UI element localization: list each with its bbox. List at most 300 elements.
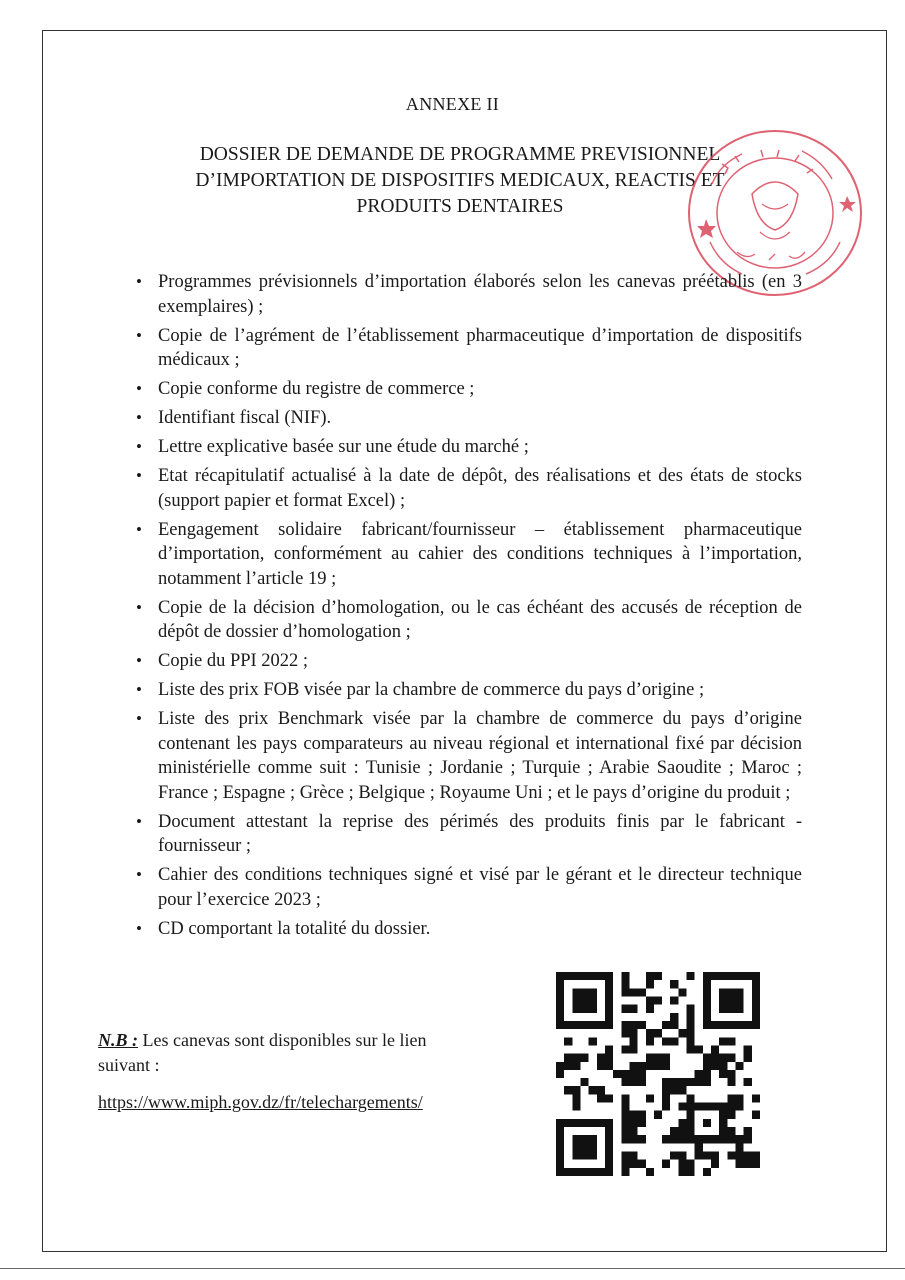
qr-module <box>605 1152 613 1160</box>
qr-module <box>687 1094 695 1102</box>
qr-module <box>621 980 629 988</box>
qr-module <box>727 1152 735 1160</box>
qr-module <box>572 1119 580 1127</box>
qr-module <box>646 1168 654 1176</box>
qr-module <box>695 1143 703 1151</box>
list-item: • Liste des prix Benchmark visée par la chambre de commerce du pays d’origine contenant les pays comparateurs au niveau régional et international fixé par décision ministérielle comme suit : Tunisie ; Jordanie ; Turquie ; Arabie Saoudite ; Maroc ; France ; Espagne ; Grèce ; Belgique ; Royaume Uni ; et le pays d’origine du produit ; <box>130 707 802 805</box>
list-item: • Copie du PPI 2022 ; <box>130 649 802 674</box>
qr-module <box>556 1062 564 1070</box>
qr-module <box>744 1160 752 1168</box>
qr-module <box>670 1152 678 1160</box>
qr-module <box>638 1135 646 1143</box>
qr-module <box>605 1160 613 1168</box>
qr-module <box>556 1135 564 1143</box>
qr-module <box>638 1021 646 1029</box>
qr-module <box>646 972 654 980</box>
qr-module <box>670 1037 678 1045</box>
qr-module <box>703 1013 711 1021</box>
list-item: • Copie de l’agrément de l’établissement pharmaceutique d’importation de dispositifs médicaux ; <box>130 324 802 373</box>
qr-module <box>638 1062 646 1070</box>
qr-module <box>646 996 654 1004</box>
qr-module <box>654 1062 662 1070</box>
qr-module <box>711 972 719 980</box>
qr-module <box>605 1045 613 1053</box>
bottom-rule <box>0 1268 905 1269</box>
qr-module <box>556 1119 564 1127</box>
qr-module <box>678 1127 686 1135</box>
qr-module <box>580 1078 588 1086</box>
qr-module <box>687 972 695 980</box>
qr-module <box>564 972 572 980</box>
qr-module <box>736 1160 744 1168</box>
qr-module <box>605 1119 613 1127</box>
qr-module <box>727 996 735 1004</box>
qr-module <box>744 1135 752 1143</box>
qr-module <box>605 980 613 988</box>
qr-module <box>621 1127 629 1135</box>
note-body: Les canevas sont disponibles sur le lien suivant : <box>98 1030 427 1075</box>
list-item: • Liste des prix FOB visée par la chambre de commerce du pays d’origine ; <box>130 678 802 703</box>
qr-module <box>719 1070 727 1078</box>
qr-module <box>629 1062 637 1070</box>
qr-module <box>589 1021 597 1029</box>
qr-module <box>580 996 588 1004</box>
qr-module <box>687 1103 695 1111</box>
qr-module <box>580 972 588 980</box>
qr-module <box>703 1168 711 1176</box>
qr-module <box>613 1070 621 1078</box>
qr-module <box>695 1070 703 1078</box>
qr-code-icon <box>556 972 760 1176</box>
qr-module <box>662 1103 670 1111</box>
qr-module <box>711 1054 719 1062</box>
qr-module <box>727 1005 735 1013</box>
qr-module <box>572 1168 580 1176</box>
qr-module <box>605 1013 613 1021</box>
qr-module <box>662 1078 670 1086</box>
qr-module <box>711 1045 719 1053</box>
qr-module <box>744 1078 752 1086</box>
qr-module <box>670 1135 678 1143</box>
qr-module <box>662 1094 670 1102</box>
qr-module <box>711 1152 719 1160</box>
qr-module <box>727 1094 735 1102</box>
qr-module <box>572 1135 580 1143</box>
qr-module <box>605 996 613 1004</box>
qr-module <box>678 1168 686 1176</box>
qr-module <box>703 980 711 988</box>
qr-module <box>556 1160 564 1168</box>
qr-module <box>589 1135 597 1143</box>
qr-module <box>572 1062 580 1070</box>
qr-module <box>678 1152 686 1160</box>
qr-module <box>727 1021 735 1029</box>
qr-module <box>605 1021 613 1029</box>
qr-module <box>629 1127 637 1135</box>
qr-module <box>572 1086 580 1094</box>
qr-module <box>719 1127 727 1135</box>
qr-module <box>621 988 629 996</box>
qr-module <box>589 1168 597 1176</box>
qr-module <box>678 988 686 996</box>
qr-module <box>646 1062 654 1070</box>
qr-module <box>580 1168 588 1176</box>
qr-module <box>719 1119 727 1127</box>
qr-module <box>736 1103 744 1111</box>
qr-module <box>752 1152 760 1160</box>
list-item: • Copie conforme du registre de commerce ; <box>130 377 802 402</box>
qr-module <box>687 1160 695 1168</box>
qr-module <box>670 1078 678 1086</box>
qr-module <box>736 1062 744 1070</box>
qr-module <box>589 1143 597 1151</box>
qr-module <box>687 1168 695 1176</box>
qr-module <box>572 1152 580 1160</box>
qr-module <box>687 1005 695 1013</box>
qr-module <box>736 988 744 996</box>
qr-module <box>752 1111 760 1119</box>
qr-module <box>719 1037 727 1045</box>
qr-module <box>687 1078 695 1086</box>
qr-module <box>703 1135 711 1143</box>
qr-module <box>646 1037 654 1045</box>
qr-module <box>564 1021 572 1029</box>
qr-module <box>629 1070 637 1078</box>
qr-module <box>597 1094 605 1102</box>
qr-module <box>629 988 637 996</box>
qr-module <box>629 1152 637 1160</box>
qr-module <box>621 972 629 980</box>
qr-module <box>687 1135 695 1143</box>
downloads-link[interactable]: https://www.miph.gov.dz/fr/telechargements/ <box>98 1092 423 1112</box>
qr-module <box>752 1021 760 1029</box>
qr-module <box>629 1160 637 1168</box>
qr-module <box>572 988 580 996</box>
qr-module <box>744 1054 752 1062</box>
qr-module <box>703 1005 711 1013</box>
qr-module <box>711 1062 719 1070</box>
qr-module <box>736 1143 744 1151</box>
qr-module <box>572 1021 580 1029</box>
qr-module <box>654 1111 662 1119</box>
qr-module <box>556 1168 564 1176</box>
qr-module <box>736 996 744 1004</box>
qr-module <box>629 1119 637 1127</box>
qr-module <box>605 1135 613 1143</box>
list-item: • Eengagement solidaire fabricant/fournisseur – établissement pharmaceutique d’importation, conformément au cahier des conditions techniques à l’importation, notamment l’article 19 ; <box>130 518 802 592</box>
qr-module <box>736 1021 744 1029</box>
qr-module <box>678 1119 686 1127</box>
annex-heading: ANNEXE II <box>405 94 500 114</box>
qr-module <box>621 1152 629 1160</box>
qr-module <box>719 1054 727 1062</box>
qr-module <box>556 1070 564 1078</box>
qr-module <box>597 1168 605 1176</box>
qr-module <box>580 1054 588 1062</box>
qr-module <box>597 1021 605 1029</box>
qr-module <box>556 1143 564 1151</box>
qr-module <box>727 1135 735 1143</box>
qr-module <box>580 1005 588 1013</box>
qr-module <box>703 1062 711 1070</box>
qr-module <box>589 1037 597 1045</box>
qr-module <box>752 1160 760 1168</box>
qr-module <box>621 1029 629 1037</box>
qr-module <box>752 980 760 988</box>
qr-module <box>621 1103 629 1111</box>
qr-module <box>572 1143 580 1151</box>
qr-module <box>736 1005 744 1013</box>
qr-module <box>752 996 760 1004</box>
qr-module <box>687 1111 695 1119</box>
qr-module <box>597 972 605 980</box>
qr-module <box>662 1160 670 1168</box>
list-item: • Etat récapitulatif actualisé à la date de dépôt, des réalisations et des états de stocks (support papier et format Excel) ; <box>130 464 802 513</box>
qr-module <box>629 1135 637 1143</box>
qr-module <box>605 1094 613 1102</box>
qr-module <box>719 1005 727 1013</box>
qr-module <box>564 1037 572 1045</box>
qr-module <box>621 1021 629 1029</box>
qr-module <box>727 1111 735 1119</box>
qr-module <box>646 1005 654 1013</box>
qr-module <box>654 972 662 980</box>
qr-module <box>638 1119 646 1127</box>
qr-module <box>678 1086 686 1094</box>
qr-module <box>589 988 597 996</box>
qr-module <box>695 1078 703 1086</box>
qr-module <box>589 1005 597 1013</box>
qr-module <box>629 1045 637 1053</box>
qr-module <box>621 1005 629 1013</box>
qr-module <box>727 1078 735 1086</box>
qr-module <box>703 1070 711 1078</box>
qr-module <box>687 1127 695 1135</box>
qr-module <box>744 972 752 980</box>
qr-module <box>703 1078 711 1086</box>
qr-module <box>687 1013 695 1021</box>
qr-module <box>580 1135 588 1143</box>
qr-module <box>662 1054 670 1062</box>
qr-module <box>727 988 735 996</box>
qr-module <box>629 1111 637 1119</box>
qr-module <box>646 1054 654 1062</box>
qr-module <box>597 1062 605 1070</box>
qr-module <box>654 1054 662 1062</box>
qr-module <box>621 1135 629 1143</box>
qr-module <box>589 972 597 980</box>
qr-module <box>605 972 613 980</box>
qr-module <box>564 1086 572 1094</box>
qr-module <box>597 1054 605 1062</box>
qr-module <box>662 1062 670 1070</box>
qr-module <box>572 1054 580 1062</box>
qr-module <box>589 1119 597 1127</box>
qr-module <box>670 996 678 1004</box>
note-text <box>98 1028 478 1078</box>
qr-module <box>621 1070 629 1078</box>
qr-module <box>711 1135 719 1143</box>
qr-module <box>589 996 597 1004</box>
qr-module <box>711 1160 719 1168</box>
qr-module <box>719 1111 727 1119</box>
qr-module <box>556 988 564 996</box>
qr-module <box>589 1152 597 1160</box>
qr-module <box>646 980 654 988</box>
qr-module <box>678 1103 686 1111</box>
list-item: • Document attestant la reprise des périmés des produits finis par le fabricant - fournisseur ; <box>130 810 802 859</box>
qr-module <box>621 1168 629 1176</box>
qr-module <box>703 1103 711 1111</box>
qr-module <box>556 1127 564 1135</box>
qr-module <box>736 972 744 980</box>
qr-module <box>572 1103 580 1111</box>
list-item: • Copie de la décision d’homologation, ou le cas échéant des accusés de réception de dépôt de dossier d’homologation ; <box>130 596 802 645</box>
qr-module <box>572 1094 580 1102</box>
qr-module <box>752 1094 760 1102</box>
qr-module <box>556 1152 564 1160</box>
qr-module <box>711 1021 719 1029</box>
qr-module <box>670 980 678 988</box>
qr-module <box>695 1045 703 1053</box>
qr-module <box>727 1103 735 1111</box>
qr-module <box>605 1005 613 1013</box>
qr-module <box>719 972 727 980</box>
list-item: • Cahier des conditions techniques signé et visé par le gérant et le directeur technique pour l’exercice 2023 ; <box>130 863 802 912</box>
qr-module <box>678 1160 686 1168</box>
qr-module <box>678 1029 686 1037</box>
list-item: • Identifiant fiscal (NIF). <box>130 406 802 431</box>
qr-module <box>597 1119 605 1127</box>
qr-module <box>703 1021 711 1029</box>
list-item: • CD comportant la totalité du dossier. <box>130 917 802 942</box>
qr-module <box>580 1152 588 1160</box>
qr-module <box>744 1127 752 1135</box>
title-line: DOSSIER DE DEMANDE DE PROGRAMME PREVISIONNEL <box>199 144 721 165</box>
qr-module <box>703 972 711 980</box>
qr-module <box>597 1086 605 1094</box>
list-item: • Lettre explicative basée sur une étude du marché ; <box>130 435 802 460</box>
qr-module <box>629 1029 637 1037</box>
qr-module <box>605 1054 613 1062</box>
qr-module <box>564 1168 572 1176</box>
qr-module <box>556 996 564 1004</box>
qr-module <box>678 1135 686 1143</box>
qr-module <box>752 988 760 996</box>
qr-module <box>662 1037 670 1045</box>
qr-module <box>629 1021 637 1029</box>
qr-module <box>621 1119 629 1127</box>
qr-module <box>687 1119 695 1127</box>
qr-module <box>727 1070 735 1078</box>
qr-module <box>654 1029 662 1037</box>
qr-module <box>580 1119 588 1127</box>
list-item: • Programmes prévisionnels d’importation élaborés selon les canevas préétablis (en 3 exemplaires) ; <box>130 270 802 319</box>
qr-module <box>670 1086 678 1094</box>
qr-module <box>564 1062 572 1070</box>
qr-module <box>678 1078 686 1086</box>
qr-module <box>727 972 735 980</box>
qr-module <box>752 1005 760 1013</box>
qr-module <box>687 1029 695 1037</box>
qr-module <box>695 1103 703 1111</box>
qr-module <box>556 972 564 980</box>
qr-module <box>638 1160 646 1168</box>
qr-module <box>719 996 727 1004</box>
qr-module <box>703 1119 711 1127</box>
qr-module <box>687 1021 695 1029</box>
qr-module <box>752 1013 760 1021</box>
qr-module <box>703 1054 711 1062</box>
qr-module <box>646 1094 654 1102</box>
qr-module <box>662 1086 670 1094</box>
qr-module <box>703 996 711 1004</box>
qr-module <box>646 1029 654 1037</box>
qr-module <box>556 1013 564 1021</box>
qr-module <box>621 1160 629 1168</box>
qr-module <box>695 1152 703 1160</box>
qr-module <box>621 1111 629 1119</box>
qr-module <box>719 1021 727 1029</box>
qr-module <box>727 1127 735 1135</box>
qr-module <box>564 1054 572 1062</box>
qr-module <box>564 1119 572 1127</box>
qr-module <box>719 1103 727 1111</box>
qr-module <box>556 980 564 988</box>
qr-module <box>589 1086 597 1094</box>
qr-module <box>629 1005 637 1013</box>
qr-module <box>727 1054 735 1062</box>
qr-module <box>572 996 580 1004</box>
qr-module <box>605 1062 613 1070</box>
qr-module <box>572 1005 580 1013</box>
qr-module <box>629 1037 637 1045</box>
qr-module <box>654 996 662 1004</box>
qr-module <box>605 1143 613 1151</box>
qr-module <box>580 1143 588 1151</box>
qr-module <box>687 1037 695 1045</box>
qr-module <box>687 1045 695 1053</box>
qr-module <box>727 1037 735 1045</box>
qr-module <box>572 972 580 980</box>
note-label: N.B : <box>98 1030 138 1050</box>
qr-module <box>695 1135 703 1143</box>
qr-module <box>556 1005 564 1013</box>
qr-module <box>703 1152 711 1160</box>
qr-module <box>744 1021 752 1029</box>
requirements-list <box>130 270 802 946</box>
qr-module <box>719 1135 727 1143</box>
qr-module <box>605 1168 613 1176</box>
qr-module <box>638 1070 646 1078</box>
qr-module <box>736 1135 744 1143</box>
qr-module <box>605 1127 613 1135</box>
qr-module <box>580 1021 588 1029</box>
qr-module <box>744 1152 752 1160</box>
qr-module <box>711 1103 719 1111</box>
qr-module <box>621 1045 629 1053</box>
title-line: PRODUITS DENTAIRES <box>356 196 564 217</box>
qr-module <box>638 988 646 996</box>
qr-module <box>719 988 727 996</box>
qr-module <box>605 988 613 996</box>
qr-module <box>670 1127 678 1135</box>
qr-module <box>638 1111 646 1119</box>
qr-module <box>744 1045 752 1053</box>
qr-module <box>629 1078 637 1086</box>
qr-module <box>719 1062 727 1070</box>
qr-module <box>621 1078 629 1086</box>
